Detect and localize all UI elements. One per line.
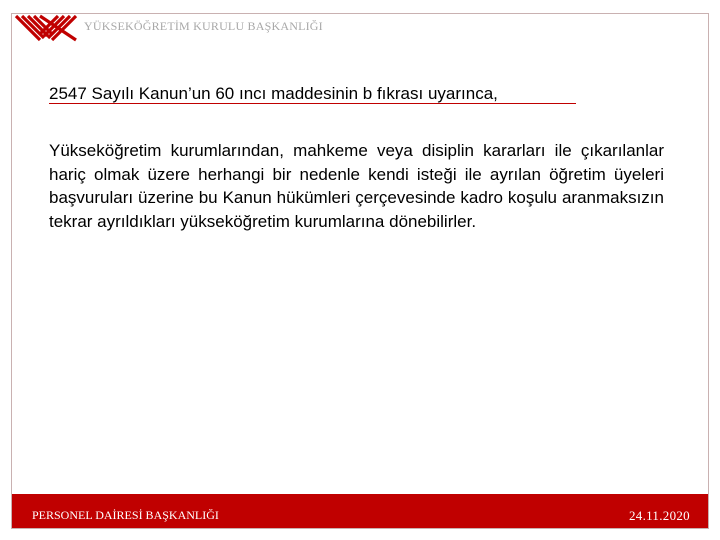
- section-heading: 2547 Sayılı Kanun’un 60 ıncı maddesinin b fıkrası uyarınca,: [49, 84, 498, 103]
- footer-date: 24.11.2020: [628, 508, 690, 523]
- heading-underline: [49, 103, 576, 104]
- yok-logo-icon: [14, 14, 78, 42]
- footer-department: PERSONEL DAİRESİ BAŞKANLIĞI: [32, 508, 219, 522]
- body-paragraph: Yükseköğretim kurumlarından, mahkeme veya disiplin kararları ile çıkarılanlar hariç olmak üzere herhangi bir nedenle kendi isteği ile ayrılan öğretim üyeleri başvuruları üzerine bu Kanun hükümleri çerçevesinde kadro koşulu aranmaksızın tekrar ayrıldıkları yükseköğretim kurumlarına dönebilirler.: [49, 141, 664, 231]
- org-title: YÜKSEKÖĞRETİM KURULU BAŞKANLIĞI: [84, 19, 323, 33]
